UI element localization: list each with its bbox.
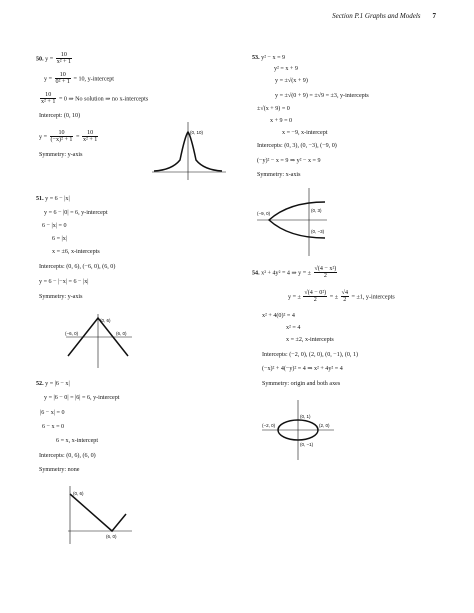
section-title: Section P.1 Graphs and Models: [332, 12, 421, 20]
fraction: $\frac{10}{\text{x² + 1}}$: [41, 92, 56, 106]
eq-text: |6 − x| = 0: [40, 410, 65, 416]
intercepts-text: Intercepts: (−2, 0), (2, 0), (0, −1), (0, 1): [262, 352, 359, 358]
eq-text: y = 6 − |0| = 6, y-intercept: [44, 210, 108, 216]
eq-text: x + 9 = 0: [270, 118, 293, 124]
intercepts-text: Intercepts: (0, 3), (0, −3), (−9, 0): [257, 143, 337, 149]
point-label: (2, 0): [319, 423, 330, 428]
eq-text: 6 − |x| = 0: [42, 223, 67, 229]
eq-text: = 0 ⇒ No solution ⇒ no x-intercepts: [58, 96, 149, 103]
problem-53: [252, 55, 452, 180]
problem-number: 50.: [36, 56, 44, 63]
eq-text: y = ±: [288, 294, 301, 301]
graph-50: [150, 120, 228, 182]
intercepts-text: Intercepts: (0, 6), (6, 0): [39, 453, 96, 459]
eq-text: (−y)² − x = 9 ⇒ y² − x = 9: [257, 158, 321, 164]
eq-text: y² − x = 9: [261, 55, 286, 61]
fraction: $\frac{10}{\text{0² + 1}}$: [55, 72, 70, 86]
point-label: (−2, 0): [262, 423, 276, 428]
eq-text: 6 = x, x-intercept: [56, 438, 99, 444]
eq-text: y = ±√(x + 9): [275, 78, 308, 84]
graph-53: [255, 186, 329, 258]
symmetry-text: Symmetry: x-axis: [257, 172, 301, 178]
problem-54: [252, 266, 467, 386]
problem-number: 53.: [252, 55, 260, 61]
problem-number: 54.: [252, 270, 260, 277]
eq-text: = ±: [329, 294, 339, 301]
symmetry-text: Symmetry: none: [39, 467, 80, 473]
fraction: $\frac{√4}{2}$: [341, 290, 348, 304]
problem-52: [36, 381, 226, 481]
point-label: (0, −3): [311, 229, 325, 234]
eq-text: x² = 4: [286, 325, 301, 331]
page-number: 7: [432, 12, 436, 20]
fraction: $\frac{10}{\text{x² + 1}}$: [82, 130, 98, 144]
point-label: (0, 10): [190, 130, 204, 135]
eq-text: y = |6 − x|: [45, 381, 70, 387]
intercepts-text: Intercepts: (0, 6), (−6, 0), (6, 0): [39, 264, 116, 270]
graph-51: [64, 312, 134, 370]
point-label: (6, 0): [116, 331, 127, 336]
problem-51: [36, 196, 226, 306]
eq-text: y = |6 − 0| = |6| = 6, y-intercept: [44, 395, 120, 401]
eq-text: x² + 4(0)² = 4: [262, 313, 295, 319]
graph-54: [260, 398, 336, 462]
eq-text: 6 = |x|: [52, 236, 68, 242]
eq-text: = ±1, y-intercepts: [351, 294, 395, 301]
eq-text: y =: [44, 76, 53, 83]
intercepts-text: Intercept: (0, 10): [39, 113, 81, 119]
eq-text: y = 6 − |−x| = 6 − |x|: [39, 279, 89, 285]
fraction: $\frac{\text{√(4 − x²)}}{2}$: [314, 266, 337, 280]
eq-text: x² + 4y² = 4 ⇒ y = ±: [261, 270, 311, 277]
fraction: $\frac{10}{\text{x² + 1}}$: [56, 52, 72, 66]
eq-text: y = 6 − |x|: [45, 196, 70, 202]
point-label: (0, 3): [311, 208, 322, 213]
point-label: (0, 6): [100, 318, 111, 323]
graph-52: [64, 484, 134, 546]
eq-text: =: [75, 134, 80, 141]
eq-text: y = ±√(0 + 9) = ±√9 = ±3, y-intercepts: [275, 93, 369, 99]
eq-text: y² = x + 9: [274, 66, 298, 72]
eq-text: (−x)² + 4(−y)² = 4 ⇒ x² + 4y² = 4: [262, 366, 343, 372]
eq-text: y =: [39, 134, 48, 141]
symmetry-text: Symmetry: origin and both axes: [262, 381, 341, 387]
eq-text: x = ±2, x-intercepts: [286, 337, 334, 343]
page-header: [332, 12, 436, 20]
problem-number: 51.: [36, 196, 44, 202]
point-label: (−9, 0): [257, 211, 271, 216]
eq-text: = 10, y-intercept: [73, 76, 114, 83]
fraction: $\frac{\text{√(4 − 0²)}}{2}$: [304, 290, 327, 304]
eq-text: 6 − x = 0: [42, 424, 65, 430]
symmetry-text: Symmetry: y-axis: [39, 294, 83, 300]
symmetry-text: Symmetry: y-axis: [39, 152, 83, 158]
eq-text: ±√(x + 9) = 0: [257, 106, 290, 112]
problem-number: 52.: [36, 381, 44, 387]
eq-text: y =: [45, 56, 54, 63]
point-label: (0, −1): [300, 442, 314, 447]
point-label: (−6, 0): [65, 331, 79, 336]
point-label: (0, 1): [300, 414, 311, 419]
eq-text: x = ±6, x-intercepts: [52, 249, 100, 255]
eq-text: x = −9, x-intercept: [282, 130, 328, 136]
point-label: (6, 0): [106, 534, 117, 539]
point-label: (0, 6): [73, 491, 84, 496]
fraction: $\frac{10}{\text{(−x)² + 1}}$: [50, 130, 73, 144]
